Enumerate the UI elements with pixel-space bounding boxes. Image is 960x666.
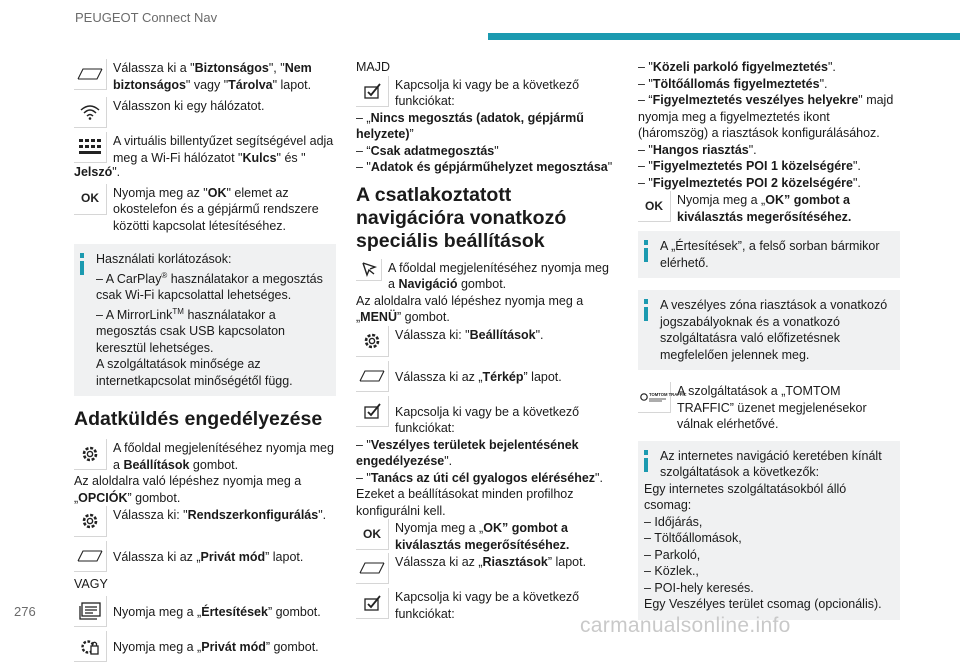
tab-icon xyxy=(74,541,107,572)
gear-icon xyxy=(74,439,107,470)
list-item: – "Töltőállomás figyelmeztetés". xyxy=(638,76,828,91)
then-label: MAJD xyxy=(356,60,391,74)
checkbox-icon xyxy=(356,396,389,427)
list-item: – "Tanács az úti cél gyalogos eléréséhez". xyxy=(356,470,603,485)
ok-button-icon: OK xyxy=(74,184,107,215)
instruction-ok xyxy=(74,184,336,235)
instruction-text: Kapcsolja ki vagy be a következő funkciókat: xyxy=(395,590,580,621)
instruction-text: Válassza ki az „Riasztások” lapot. xyxy=(395,555,587,569)
header-accent-bar xyxy=(488,33,960,40)
instruction-text: Nyomja meg a „OK” gombot a kiválasztás megerősítéséhez. xyxy=(395,521,570,552)
instruction-text: Nyomja meg a „OK” gombot a kiválasztás megerősítéséhez. xyxy=(677,193,852,224)
tomtom-traffic-icon xyxy=(638,382,687,413)
instruction-ok xyxy=(638,191,900,225)
list-item: – "Figyelmeztetés POI 2 közelségére". xyxy=(638,175,861,190)
ok-button-icon: OK xyxy=(356,519,389,550)
watermark: carmanualsonline.info xyxy=(580,614,791,637)
column-3 xyxy=(638,59,900,632)
privacy-lock-gear-icon xyxy=(74,631,107,662)
or-separator: VAGY xyxy=(74,577,108,592)
info-note: Az internetes navigáció keretében kínált szolgáltatások a következők: Egy internetes szolgáltatásokból álló csomag: – Időjárás, – Töltőállomások, – Parkoló, – Közlek., – POI-hely keresés. Egy Veszélyes terület csomag (opcionális). xyxy=(638,441,900,620)
notifications-icon xyxy=(74,596,107,627)
info-note: A „Értesítések”, a felső sorban bármikor elérhető. xyxy=(638,231,900,278)
instruction-tomtom xyxy=(638,382,900,433)
instruction-system-config xyxy=(74,506,336,537)
instruction-alerts-tab xyxy=(356,553,618,584)
instruction-navigation xyxy=(356,259,618,293)
instruction-text: Válassza ki: "Beállítások". xyxy=(395,327,544,342)
instruction-text: A főoldal megjelenítéséhez nyomja meg a Navigáció gombot. xyxy=(388,260,609,291)
info-note: A veszélyes zóna riasztások a vonatkozó jogszabályoknak és a vonatkozó szolgáltatásra való előfizetésnek megfelelően jelennek meg. xyxy=(638,290,900,370)
instruction-text: Válassza ki: "Rendszerkonfigurálás". xyxy=(113,508,327,523)
instruction-notifications xyxy=(74,596,336,627)
list-item: – "Figyelmeztetés POI 1 közelségére". xyxy=(638,159,861,173)
instruction-text: Ezeket a beállításokat minden profilhoz konfigurálni kell. xyxy=(356,487,574,518)
instruction-text: A főoldal megjelenítéséhez nyomja meg a Beállítások gombot. xyxy=(113,441,334,472)
instruction-toggle xyxy=(356,396,618,437)
checkbox-icon xyxy=(356,76,389,107)
instruction-toggle xyxy=(356,588,618,622)
svg-text:TOMTOM TRAFFIC: TOMTOM TRAFFIC xyxy=(649,392,687,397)
instruction-text: Válasszon ki egy hálózatot. xyxy=(113,99,265,113)
section-heading: Adatküldés engedélyezése xyxy=(74,408,323,431)
instruction-network xyxy=(74,97,336,128)
list-item: – "Hangos riasztás". xyxy=(638,142,757,157)
navigation-arrow-icon xyxy=(356,259,382,281)
page-number: 276 xyxy=(14,604,36,619)
list-item: – "Veszélyes területek bejelentésének engedélyezése". xyxy=(356,437,579,468)
instruction-tabs xyxy=(74,59,336,93)
instruction-text: Válassza ki az „Térkép” lapot. xyxy=(395,369,562,384)
instruction-text: A szolgáltatások a „TOMTOM TRAFFIC” üzenet megjelenésekor válnak elérhetővé. xyxy=(677,384,867,431)
info-note: Használati korlátozások: – A CarPlay® használatakor a megosztás csak Wi-Fi kapcsolattal lehetséges. – A MirrorLink™ használatakor a megosztás csak USB kapcsolaton keresztül lehetséges. A szolgáltatások minősége az internetkapcsolat minőségétől függ. xyxy=(74,244,336,396)
column-2 xyxy=(356,59,618,626)
column-1 xyxy=(74,59,336,666)
instruction-text: A virtuális billentyűzet segítségével adja meg a Wi-Fi hálózatot "Kulcs" és " xyxy=(113,134,334,165)
instruction-text: Az aloldalra való lépéshez nyomja meg a „OPCIÓK” gombot. xyxy=(74,474,302,505)
list-item: – “Figyelmeztetés veszélyes helyekre" majd nyomja meg a figyelmeztetés ikont (háromszög) a riasztások konfigurálásához. xyxy=(638,93,894,140)
instruction-settings xyxy=(74,439,336,473)
instruction-text: Válassza ki a "Biztonságos", "Nem biztonságos" vagy "Tárolva" lapot. xyxy=(113,61,312,92)
list-item: – „Nincs megosztás (adatok, gépjármű helyzete)” xyxy=(356,110,584,141)
gear-icon xyxy=(74,506,107,537)
wifi-icon xyxy=(74,97,107,128)
instruction-text: Kapcsolja ki vagy be a következő funkciókat: xyxy=(395,404,580,435)
instruction-ok xyxy=(356,519,618,553)
instruction-text: Nyomja meg a „Privát mód” gombot. xyxy=(113,639,319,654)
instruction-toggle xyxy=(356,76,618,110)
instruction-text: Kapcsolja ki vagy be a következő funkciókat: xyxy=(395,77,580,108)
instruction-private-tab xyxy=(74,541,336,572)
tab-icon xyxy=(74,59,107,90)
tab-icon xyxy=(356,361,389,392)
gear-icon xyxy=(356,326,389,357)
list-item: – "Adatok és gépjárműhelyzet megosztása" xyxy=(356,160,613,174)
tab-icon xyxy=(356,553,389,584)
list-item: – “Csak adatmegosztás" xyxy=(356,143,499,158)
instruction-map-tab xyxy=(356,361,618,392)
running-header: PEUGEOT Connect Nav xyxy=(75,10,218,25)
ok-button-icon: OK xyxy=(638,191,671,222)
instruction-text: Az aloldalra való lépéshez nyomja meg a „MENÜ” gombot. xyxy=(356,293,584,324)
keyboard-icon xyxy=(74,132,107,163)
list-item: – "Közeli parkoló figyelmeztetés". xyxy=(638,60,836,74)
instruction-text: Nyomja meg a „Értesítések” gombot. xyxy=(113,604,321,619)
section-heading: A csatlakoztatott navigációra vonatkozó speciális beállítások xyxy=(356,183,567,252)
checkbox-icon xyxy=(356,588,389,619)
instruction-settings xyxy=(356,326,618,357)
instruction-keyboard xyxy=(74,132,336,166)
instruction-text-cont: Jelszó". xyxy=(74,165,121,179)
instruction-text: Válassza ki az „Privát mód” lapot. xyxy=(113,550,304,565)
instruction-text: Nyomja meg az "OK" elemet az okostelefon és a gépjármű rendszere közötti kapcsolat létesítéséhez. xyxy=(113,185,319,233)
instruction-private-mode xyxy=(74,631,336,662)
